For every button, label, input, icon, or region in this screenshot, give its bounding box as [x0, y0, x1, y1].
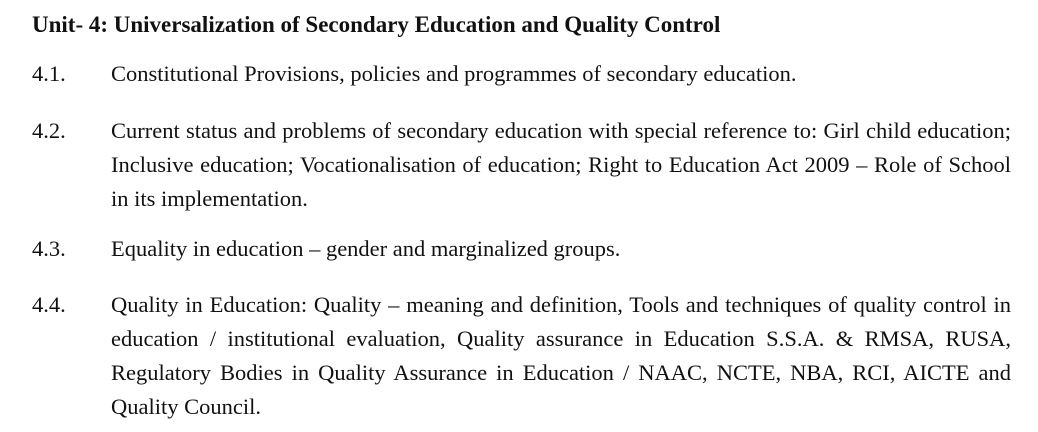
item-number: 4.4.: [32, 292, 66, 317]
item-number: 4.2.: [32, 118, 66, 143]
item-text: Equality in education – gender and marginalized groups.: [111, 236, 621, 261]
item-text: Quality in Education: Quality – meaning and definition, Tools and techniques of quality control in education / institutional evaluation, Quality assurance in Education S.S.A. & RMSA, RUSA, Regulatory Bodies in Quality Assurance in Education / NAAC, NCTE, NBA, RCI, AICTE and Quality Council.: [111, 292, 1011, 419]
item-text: Current status and problems of secondary education with special reference to: Girl child education; Inclusive education; Vocationalisation of education; Right to Education Act 2009 – Role of School in its implementation.: [111, 118, 1011, 211]
item-number: 4.3.: [32, 236, 66, 261]
item-number: 4.1.: [32, 61, 66, 86]
unit-heading: Unit- 4: Universalization of Secondary Education and Quality Control: [32, 12, 721, 37]
item-text: Constitutional Provisions, policies and programmes of secondary education.: [111, 61, 797, 86]
